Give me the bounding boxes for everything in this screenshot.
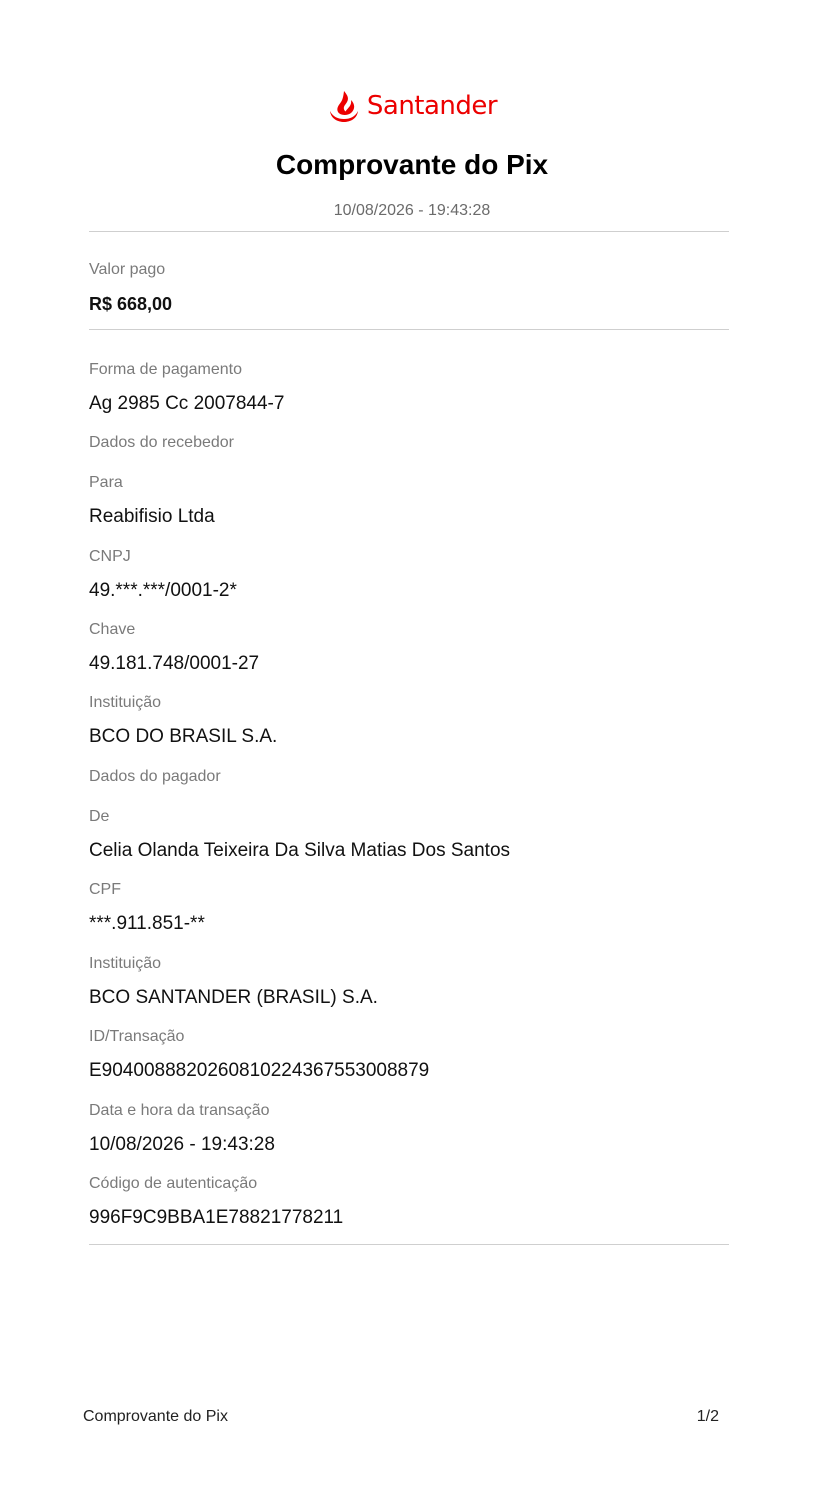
receiver-to-value: Reabifisio Ltda bbox=[89, 506, 215, 527]
amount-value: R$ 668,00 bbox=[89, 294, 173, 314]
payer-from-value: Celia Olanda Teixeira Da Silva Matias Dos Santos bbox=[89, 840, 511, 861]
divider bbox=[89, 329, 729, 330]
payer-cpf-value: ***.911.851-** bbox=[89, 913, 205, 934]
receiver-institution-value: BCO DO BRASIL S.A. bbox=[89, 726, 278, 747]
receiver-key-value: 49.181.748/0001-27 bbox=[89, 653, 260, 674]
payer-from-label: De bbox=[89, 808, 110, 825]
transaction-id-label: ID/Transação bbox=[89, 1028, 185, 1045]
divider bbox=[89, 231, 729, 232]
payer-institution-value: BCO SANTANDER (BRASIL) S.A. bbox=[89, 987, 378, 1008]
transaction-datetime-label: Data e hora da transação bbox=[89, 1102, 270, 1119]
header-datetime: 10/08/2026 - 19:43:28 bbox=[333, 202, 491, 219]
footer-page-number: 1/2 bbox=[696, 1408, 719, 1425]
page-title: Comprovante do Pix bbox=[275, 149, 549, 180]
auth-code-value: 996F9C9BBA1E78821778211 bbox=[89, 1207, 344, 1228]
payer-section-label: Dados do pagador bbox=[89, 768, 221, 785]
receiver-section-label: Dados do recebedor bbox=[89, 434, 234, 451]
transaction-id-value: E90400888202608102243675530088​79 bbox=[89, 1060, 430, 1081]
payment-method-value: Ag 2985 Cc 2007844-7 bbox=[89, 393, 285, 414]
receiver-key-label: Chave bbox=[89, 621, 136, 638]
auth-code-label: Código de autenticação bbox=[89, 1175, 258, 1192]
payer-institution-label: Instituição bbox=[89, 955, 162, 972]
transaction-datetime-value: 10/08/2026 - 19:43:28 bbox=[89, 1134, 275, 1155]
receiver-cnpj-label: CNPJ bbox=[89, 548, 131, 565]
flame-icon bbox=[327, 89, 361, 123]
brand-name: Santander bbox=[366, 91, 498, 121]
amount-label: Valor pago bbox=[89, 261, 166, 278]
divider bbox=[89, 1244, 729, 1245]
receiver-institution-label: Instituição bbox=[89, 694, 162, 711]
footer-doc-title: Comprovante do Pix bbox=[83, 1408, 228, 1425]
brand-logo bbox=[0, 86, 824, 126]
receiver-cnpj-value: 49.***.***/0001-2* bbox=[89, 580, 237, 601]
payer-cpf-label: CPF bbox=[89, 881, 121, 898]
receiver-to-label: Para bbox=[89, 474, 123, 491]
payment-method-label: Forma de pagamento bbox=[89, 361, 242, 378]
